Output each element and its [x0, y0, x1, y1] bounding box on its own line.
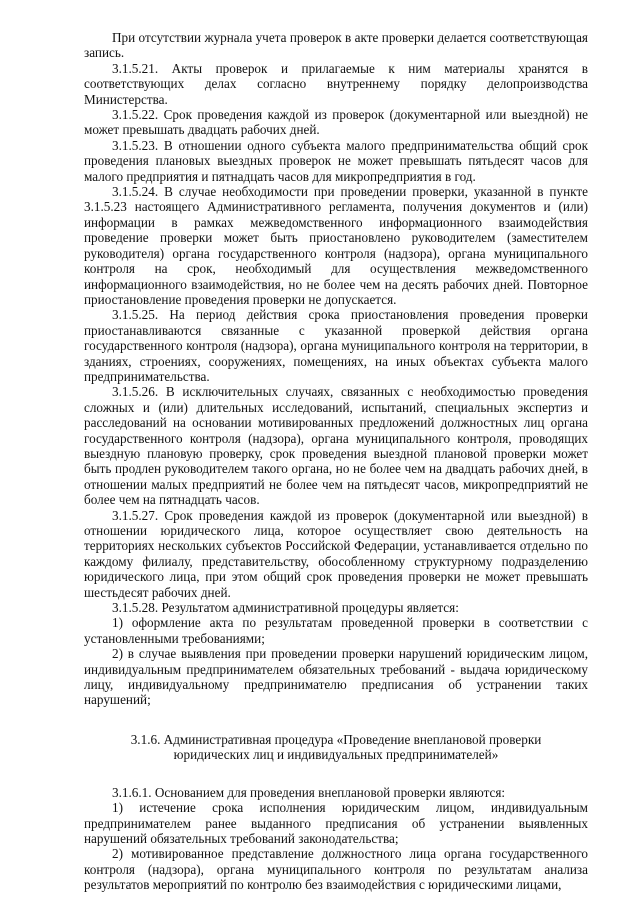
- paragraph: 1) истечение срока исполнения юридическим лицом, индивидуальным предпринимателем ранее выданного предписания об устранении выявленных нарушений обязательных требований законодательства;: [84, 800, 588, 846]
- body-text-before-heading: [84, 30, 588, 708]
- paragraph: 1) оформление акта по результатам проведенной проверки в соответствии с установленными требованиями;: [84, 615, 588, 646]
- paragraph: 3.1.5.26. В исключительных случаях, связанных с необходимостью проведения сложных и (или) длительных исследований, испытаний, специальных экспертиз и расследований на основании мотивированных предложений должностных лиц органа государственного контроля (надзора), органа муниципального контроля, проводящих выездную плановую проверку, срок проведения выездной плановой проверки может быть продлен руководителем такого органа, но не более чем на двадцать рабочих дней, в отношении малых предприятий не более чем на пятьдесят часов, микропредприятий не более чем на пятнадцать часов.: [84, 384, 588, 508]
- document-page: [84, 30, 588, 893]
- paragraph: 2) мотивированное представление должностного лица органа государственного контроля (надзора), органа муниципального контроля по результатам анализа результатов мероприятий по контролю без взаимодействия с юридическими лицами,: [84, 846, 588, 893]
- paragraph: 3.1.5.21. Акты проверок и прилагаемые к ним материалы хранятся в соответствующих делах согласно внутреннему порядку делопроизводства Министерства.: [84, 60, 588, 107]
- paragraph: 3.1.5.23. В отношении одного субъекта малого предпринимательства общий срок проведения плановых выездных проверок не может превышать пятьдесят часов для малого предприятия и пятнадцать часов для микропредприятия в год.: [84, 137, 588, 184]
- body-text-after-heading: [84, 785, 588, 893]
- paragraph: 3.1.5.28. Результатом административной процедуры является:: [112, 600, 459, 616]
- paragraph: 2) в случае выявления при проведении проверки нарушений юридическим лицом, индивидуальным предпринимателем обязательных требований - выдача юридическому лицу, индивидуальному предпринимателю предписания об устранении таких нарушений;: [84, 646, 588, 708]
- paragraph: 3.1.6.1. Основанием для проведения внеплановой проверки являются:: [112, 784, 506, 800]
- spacer: [84, 763, 588, 785]
- paragraph: 3.1.5.22. Срок проведения каждой из проверок (документарной или выездной) не может превышать двадцать рабочих дней.: [84, 107, 588, 138]
- spacer: [84, 708, 588, 732]
- section-heading: 3.1.6. Административная процедура «Проведение внеплановой проверки юридических лиц и индивидуальных предпринимателей»: [130, 731, 542, 763]
- paragraph: 3.1.5.27. Срок проведения каждой из проверок (документарной или выездной) в отношении юридического лица, которое осуществляет свою деятельность на территориях нескольких субъектов Российской Федерации, устанавливается отдельно по каждому филиалу, представительству, обособленному структурному подразделению юридического лица, при этом общий срок проведения проверки не может превышать шестьдесят рабочих дней.: [84, 507, 588, 600]
- paragraph: 3.1.5.25. На период действия срока приостановления проведения проверки приостанавливаются связанные с указанной проверкой действия органа государственного контроля (надзора), органа муниципального контроля на территории, в зданиях, строениях, сооружениях, помещениях, на иных объектах субъекта малого предпринимательства.: [84, 307, 588, 384]
- paragraph: При отсутствии журнала учета проверок в акте проверки делается соответствующая запись.: [84, 30, 588, 61]
- paragraph: 3.1.5.24. В случае необходимости при проведении проверки, указанной в пункте 3.1.5.23 настоящего Административного регламента, получения документов и (или) информации в рамках межведомственного информационного взаимодействия проведение проверки может быть приостановлено руководителем (заместителем руководителя) органа государственного контроля (надзора), органа муниципального контроля на срок, необходимый для осуществления межведомственного информационного взаимодействия, но не более чем на десять рабочих дней. Повторное приостановление проведения проверки не допускается.: [84, 184, 588, 307]
